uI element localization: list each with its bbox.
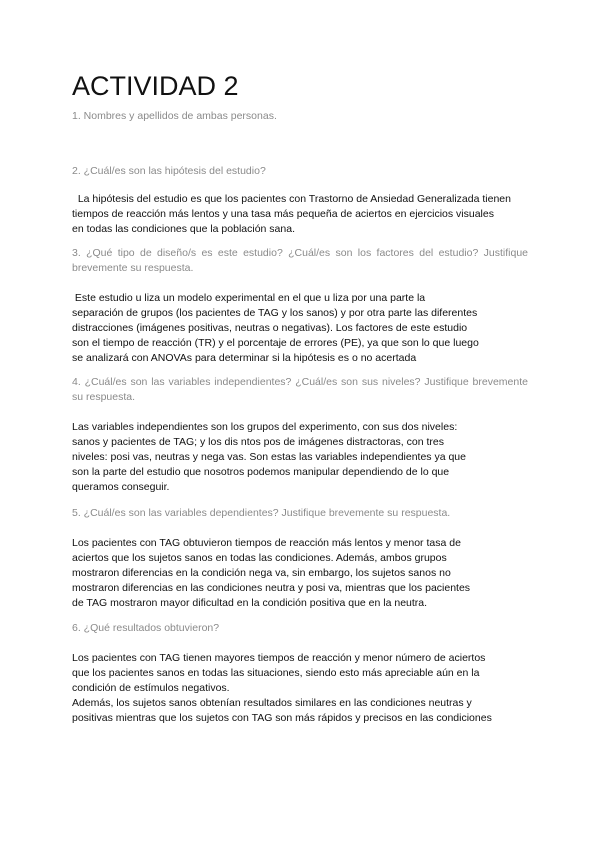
question-5: 5. ¿Cuál/es son las variables dependientes? Justifique brevemente su respuesta. [72, 507, 451, 519]
answer-line: mostraron diferencias en las condiciones neutra y posi va, mientras que los pacientes [72, 582, 471, 594]
answer-2 [72, 192, 528, 237]
answer-line: distracciones (imágenes positivas, neutras o negativas). Los factores de este estudio [72, 322, 468, 334]
answer-line: aciertos que los sujetos sanos en todas las condiciones. Además, ambos grupos [72, 552, 447, 564]
answer-line: de TAG mostraron mayor dificultad en la condición positiva que en la neutra. [72, 597, 428, 609]
answer-line: se analizará con ANOVAs para determinar si la hipótesis es o no acertada [72, 352, 417, 364]
answer-line: sanos y pacientes de TAG; y los dis ntos pos de imágenes distractoras, con tres [72, 436, 444, 448]
answer-line: que los pacientes sanos en todas las situaciones, siendo esto más apreciable aún en la [72, 667, 480, 679]
answer-line: Este estudio u liza un modelo experimental en el que u liza por una parte la [72, 292, 426, 304]
question-1: 1. Nombres y apellidos de ambas personas. [72, 110, 277, 122]
question-6: 6. ¿Qué resultados obtuvieron? [72, 622, 220, 634]
answer-line: Los pacientes con TAG obtuvieron tiempos de reacción más lentos y menor tasa de [72, 537, 461, 549]
answer-3 [72, 291, 528, 366]
document-page [72, 68, 528, 726]
answer-line: en todas las condiciones que la población sana. [72, 223, 295, 235]
answer-line: Las variables independientes son los grupos del experimento, con sus dos niveles: [72, 421, 458, 433]
answer-5 [72, 536, 528, 611]
answer-4 [72, 420, 528, 495]
answer-line: son el tiempo de reacción (TR) y el porcentaje de errores (PE), ya que son lo que luego [72, 337, 479, 349]
answer-line: separación de grupos (los pacientes de TAG y los sanos) y por otra parte las diferentes [72, 307, 478, 319]
answer-line: niveles: posi vas, neutras y nega vas. Son estas las variables independientes ya que [72, 451, 466, 463]
answer-line: queramos conseguir. [72, 481, 170, 493]
answer-line: mostraron diferencias en la condición nega va, sin embargo, los sujetos sanos no [72, 567, 451, 579]
answer-line: positivas mientras que los sujetos con TAG son más rápidos y precisos en las condiciones [72, 712, 492, 724]
answer-line: La hipótesis del estudio es que los pacientes con Trastorno de Ansiedad Generalizada tienen [72, 193, 511, 205]
answer-line: Los pacientes con TAG tienen mayores tiempos de reacción y menor número de aciertos [72, 652, 486, 664]
answer-line: tiempos de reacción más lentos y una tasa más pequeña de aciertos en ejercicios visuales [72, 208, 494, 220]
question-3: 3. ¿Qué tipo de diseño/s es este estudio? ¿Cuál/es son los factores del estudio? Justifique brevemente su respuesta. [72, 247, 528, 274]
question-4: 4. ¿Cuál/es son las variables independientes? ¿Cuál/es son sus niveles? Justifique brevemente su respuesta. [72, 376, 528, 403]
question-2: 2. ¿Cuál/es son las hipótesis del estudio? [72, 165, 266, 177]
answer-line: condición de estímulos negativos. [72, 682, 230, 694]
answer-line: son la parte del estudio que nosotros podemos manipular dependiendo de lo que [72, 466, 450, 478]
document-title: ACTIVIDAD 2 [72, 71, 239, 101]
answer-line: Además, los sujetos sanos obtenían resultados similares en las condiciones neutras y [72, 697, 472, 709]
answer-6 [72, 651, 528, 726]
